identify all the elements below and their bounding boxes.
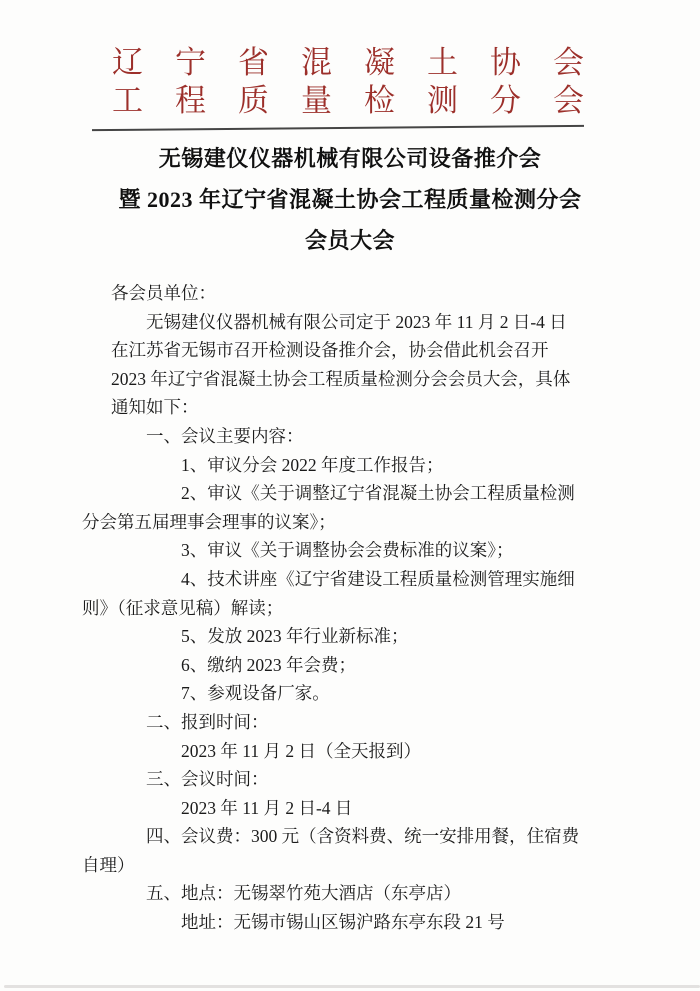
document-body <box>80 279 646 937</box>
body-line: 二、报到时间： <box>146 711 269 732</box>
body-line: 2023 年 11 月 2 日（全天报到） <box>181 740 421 761</box>
body-line: 7、参观设备厂家。 <box>181 683 330 704</box>
letterhead-character: 宁 <box>175 45 206 80</box>
body-line: 在江苏省无锡市召开检测设备推介会，协会借此机会召开 <box>111 340 549 361</box>
title-line-3: 会员大会 <box>304 228 395 253</box>
letterhead-line-2 <box>112 82 584 120</box>
body-line: 通知如下： <box>111 397 199 418</box>
body-line: 则》（征求意见稿）解读； <box>82 597 284 618</box>
body-line: 6、缴纳 2023 年会费； <box>181 654 356 675</box>
letterhead-character: 程 <box>175 83 206 118</box>
document-title <box>0 138 700 261</box>
body-line: 2023 年辽宁省混凝土协会工程质量检测分会会员大会，具体 <box>111 368 571 389</box>
body-line: 五、地点：无锡翠竹苑大酒店（东亭店） <box>146 883 461 904</box>
letterhead-character: 会 <box>553 45 584 80</box>
body-line: 1、审议分会 2022 年度工作报告； <box>181 454 444 475</box>
body-line: 四、会议费：300 元（含资料费、统一安排用餐，住宿费 <box>146 826 580 847</box>
body-line: 地址：无锡市锡山区锡沪路东亭东段 21 号 <box>181 912 505 933</box>
letterhead-character: 检 <box>364 83 395 118</box>
letterhead-character: 土 <box>427 45 458 80</box>
title-line-2: 暨 2023 年辽宁省混凝土协会工程质量检测分会 <box>118 187 582 212</box>
letterhead-character: 分 <box>490 83 521 118</box>
body-line: 3、审议《关于调整协会会费标准的议案》； <box>181 540 514 561</box>
body-line: 4、技术讲座《辽宁省建设工程质量检测管理实施细 <box>181 568 575 589</box>
body-line: 2、审议《关于调整辽宁省混凝土协会工程质量检测 <box>181 483 575 504</box>
letterhead-character: 凝 <box>364 45 395 80</box>
body-line: 各会员单位： <box>111 283 216 303</box>
letterhead-line-1 <box>112 44 584 82</box>
body-line: 2023 年 11 月 2 日-4 日 <box>181 797 353 818</box>
body-line: 三、会议时间： <box>146 769 269 790</box>
letterhead-character: 会 <box>553 83 584 118</box>
body-line: 分会第五届理事会理事的议案》； <box>82 511 336 532</box>
letterhead-character: 工 <box>112 83 143 118</box>
letterhead <box>112 44 584 120</box>
letterhead-character: 量 <box>301 83 332 118</box>
body-line: 无锡建仪仪器机械有限公司定于 2023 年 11 月 2 日-4 日 <box>146 311 567 332</box>
letterhead-character: 辽 <box>112 45 143 80</box>
body-line: 自理） <box>82 854 135 875</box>
letterhead-character: 混 <box>301 45 332 80</box>
scan-bottom-edge-artifact <box>4 985 700 988</box>
letterhead-character: 省 <box>238 45 269 80</box>
body-line: 5、发放 2023 年行业新标准； <box>181 626 409 647</box>
letterhead-character: 质 <box>238 83 269 118</box>
letterhead-character: 协 <box>490 45 521 80</box>
letterhead-character: 测 <box>427 83 458 118</box>
body-line: 一、会议主要内容： <box>146 425 304 446</box>
letterhead-divider-line <box>92 125 584 131</box>
title-line-1: 无锡建仪仪器机械有限公司设备推介会 <box>158 146 542 171</box>
